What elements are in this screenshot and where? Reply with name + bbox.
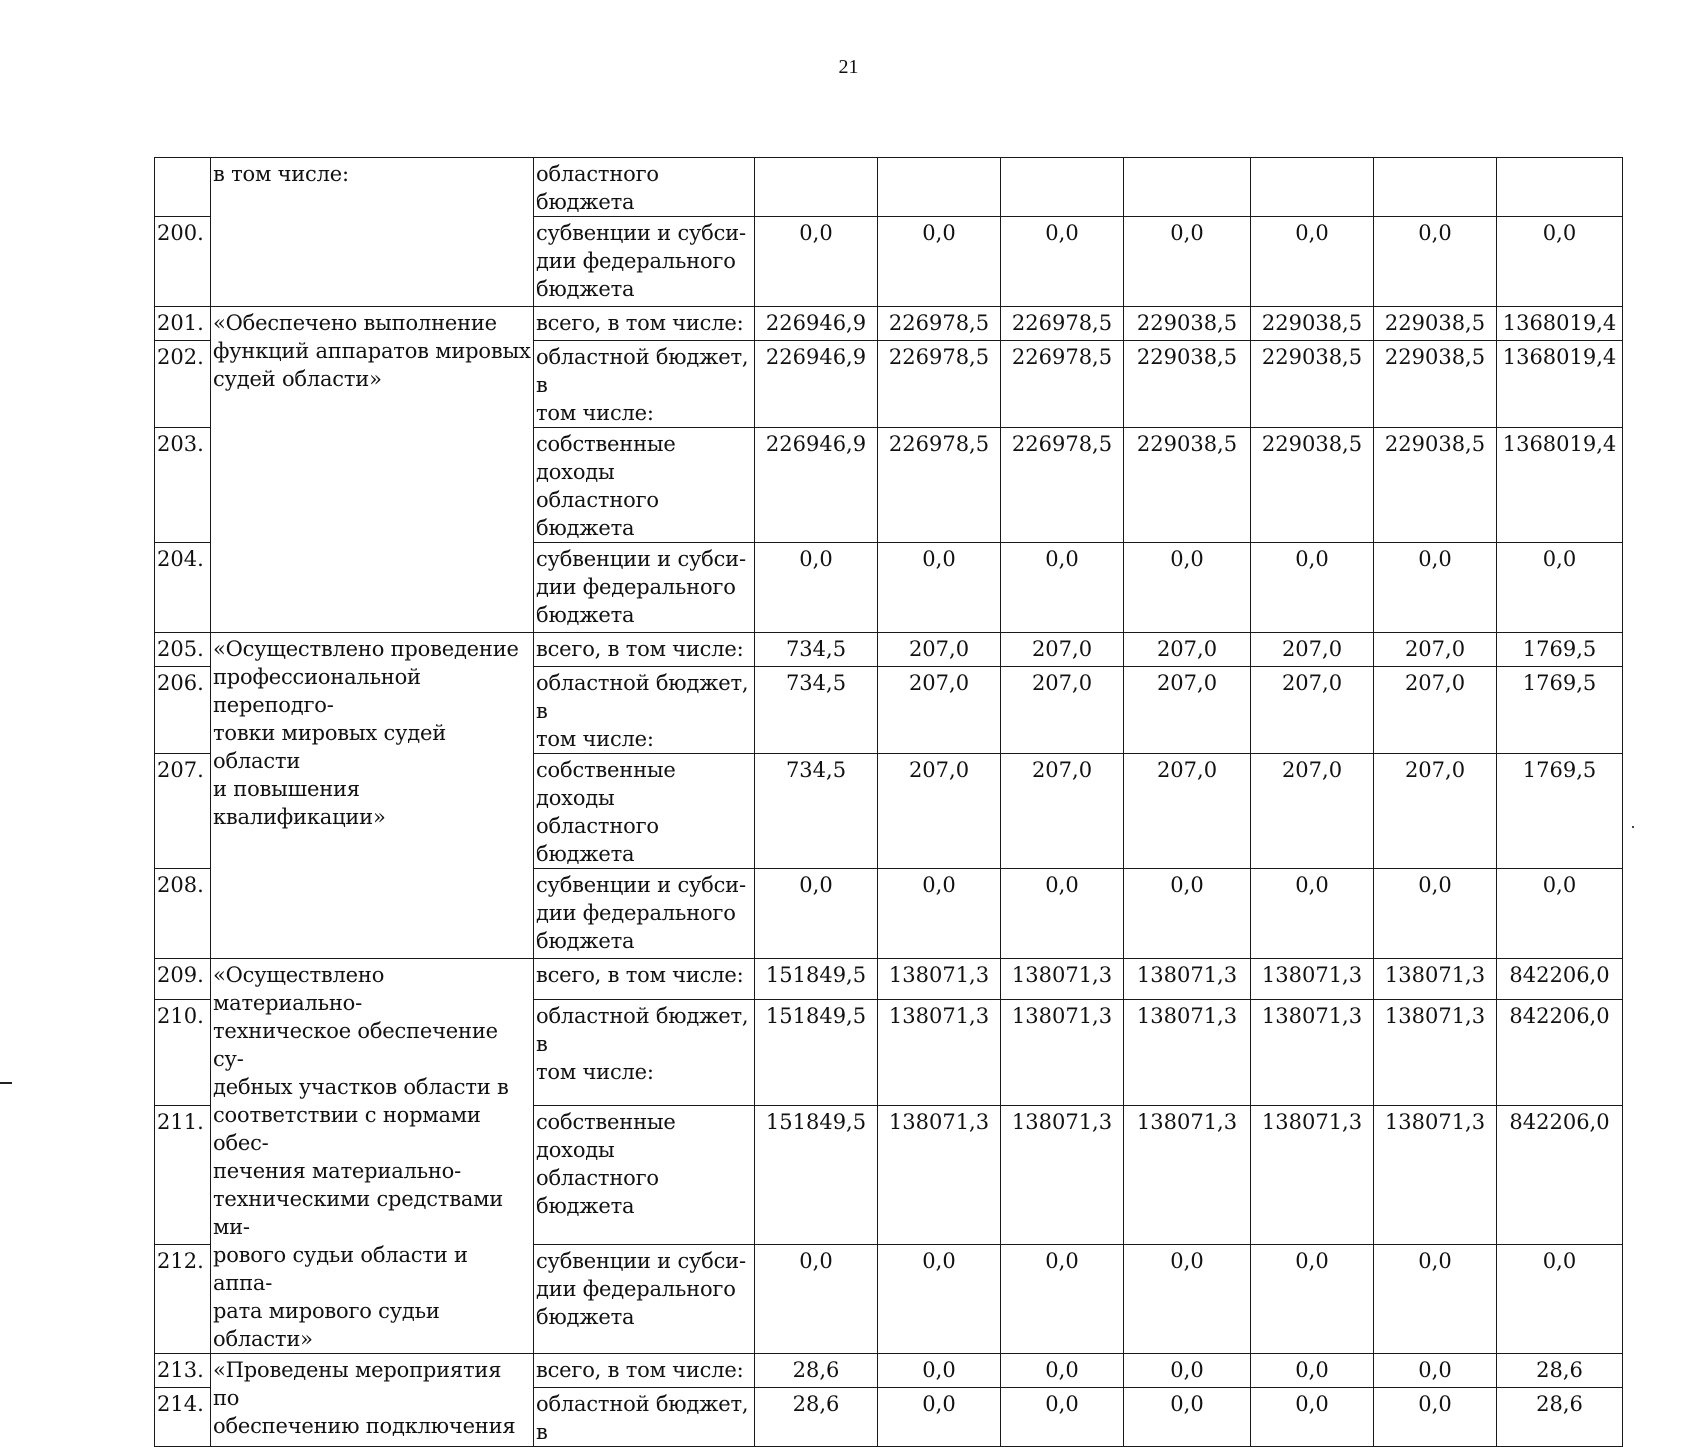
value-cell: 138071,3: [1124, 959, 1251, 1000]
budget-table: [154, 157, 1623, 1447]
funding-source-cell: областного бюджета: [534, 158, 755, 217]
row-number-cell: 208.: [155, 869, 211, 959]
page-number: 21: [838, 56, 859, 78]
value-cell: [755, 158, 878, 217]
description-cell: «Проведены мероприятия по обеспечению подключения: [211, 1354, 534, 1447]
table-row: [155, 1354, 1623, 1388]
value-cell: [1251, 158, 1374, 217]
value-cell: 138071,3: [878, 1000, 1001, 1105]
value-cell: 151849,5: [755, 1105, 878, 1244]
value-cell: 207,0: [1374, 754, 1497, 869]
value-cell: 0,0: [1251, 1388, 1374, 1447]
value-cell: [1374, 158, 1497, 217]
value-cell: 138071,3: [1001, 1105, 1124, 1244]
value-cell: 0,0: [1497, 869, 1623, 959]
value-cell: 138071,3: [1251, 1000, 1374, 1105]
row-number-cell: 212.: [155, 1244, 211, 1353]
value-cell: 734,5: [755, 754, 878, 869]
value-cell: 226978,5: [1001, 307, 1124, 341]
table-body: [155, 158, 1623, 1447]
value-cell: 28,6: [1497, 1354, 1623, 1388]
value-cell: 1368019,4: [1497, 428, 1623, 543]
row-number-cell: 203.: [155, 428, 211, 543]
value-cell: 207,0: [878, 667, 1001, 754]
value-cell: 226978,5: [878, 428, 1001, 543]
value-cell: 207,0: [1124, 667, 1251, 754]
value-cell: 0,0: [1001, 1354, 1124, 1388]
value-cell: 226946,9: [755, 428, 878, 543]
value-cell: 138071,3: [878, 959, 1001, 1000]
row-number-cell: 207.: [155, 754, 211, 869]
value-cell: 138071,3: [1251, 1105, 1374, 1244]
row-number-cell: 213.: [155, 1354, 211, 1388]
value-cell: 207,0: [1374, 633, 1497, 667]
value-cell: 0,0: [878, 1244, 1001, 1353]
funding-source-cell: всего, в том числе:: [534, 633, 755, 667]
value-cell: 0,0: [1251, 1244, 1374, 1353]
value-cell: 0,0: [755, 543, 878, 633]
value-cell: 0,0: [1124, 1244, 1251, 1353]
funding-source-cell: субвенции и субси- дии федерального бюджета: [534, 869, 755, 959]
value-cell: 0,0: [755, 217, 878, 307]
value-cell: 0,0: [1497, 1244, 1623, 1353]
value-cell: 0,0: [1374, 217, 1497, 307]
value-cell: 138071,3: [1251, 959, 1374, 1000]
value-cell: 0,0: [878, 1388, 1001, 1447]
value-cell: [1001, 158, 1124, 217]
value-cell: 0,0: [1001, 1388, 1124, 1447]
value-cell: 207,0: [1001, 633, 1124, 667]
value-cell: 0,0: [878, 217, 1001, 307]
value-cell: 0,0: [1001, 1244, 1124, 1353]
funding-source-cell: собственные доходы областного бюджета: [534, 754, 755, 869]
value-cell: 229038,5: [1251, 307, 1374, 341]
funding-source-cell: областной бюджет, в: [534, 1388, 755, 1447]
value-cell: 226978,5: [878, 307, 1001, 341]
row-number-cell: 209.: [155, 959, 211, 1000]
value-cell: [1497, 158, 1623, 217]
value-cell: 207,0: [878, 633, 1001, 667]
value-cell: 0,0: [1124, 1388, 1251, 1447]
description-cell: «Обеспечено выполнение функций аппаратов мировых судей области»: [211, 307, 534, 633]
value-cell: 28,6: [1497, 1388, 1623, 1447]
value-cell: 0,0: [1374, 869, 1497, 959]
value-cell: 842206,0: [1497, 1000, 1623, 1105]
funding-source-cell: субвенции и субси- дии федерального бюджета: [534, 543, 755, 633]
scan-dot-mark: [1632, 826, 1634, 828]
funding-source-cell: областной бюджет, в том числе:: [534, 341, 755, 428]
value-cell: 229038,5: [1124, 428, 1251, 543]
funding-source-cell: всего, в том числе:: [534, 307, 755, 341]
value-cell: 229038,5: [1251, 341, 1374, 428]
value-cell: 0,0: [1001, 217, 1124, 307]
funding-source-cell: областной бюджет, в том числе:: [534, 1000, 755, 1105]
value-cell: 0,0: [1124, 217, 1251, 307]
row-number-cell: 204.: [155, 543, 211, 633]
value-cell: 0,0: [1124, 869, 1251, 959]
funding-source-cell: собственные доходы областного бюджета: [534, 428, 755, 543]
value-cell: 1769,5: [1497, 633, 1623, 667]
funding-source-cell: собственные доходы областного бюджета: [534, 1105, 755, 1244]
value-cell: 138071,3: [1374, 959, 1497, 1000]
value-cell: 207,0: [1251, 667, 1374, 754]
value-cell: 229038,5: [1374, 307, 1497, 341]
funding-source-cell: субвенции и субси- дии федерального бюджета: [534, 1244, 755, 1353]
value-cell: 0,0: [755, 869, 878, 959]
value-cell: 0,0: [1001, 543, 1124, 633]
value-cell: 734,5: [755, 633, 878, 667]
value-cell: 226978,5: [1001, 428, 1124, 543]
row-number-cell: 201.: [155, 307, 211, 341]
value-cell: 138071,3: [1124, 1000, 1251, 1105]
value-cell: 0,0: [1374, 543, 1497, 633]
value-cell: 0,0: [1124, 543, 1251, 633]
description-cell: «Осуществлено материально- техническое обеспечение су- дебных участков области в соответствии с нормами обес- печения материально- техническими средствами ми- рового судьи области и аппа- рата мирового судьи области»: [211, 959, 534, 1354]
value-cell: 0,0: [1251, 217, 1374, 307]
value-cell: 229038,5: [1124, 341, 1251, 428]
value-cell: 0,0: [1251, 543, 1374, 633]
value-cell: 0,0: [1374, 1244, 1497, 1353]
row-number-cell: 200.: [155, 217, 211, 307]
value-cell: 28,6: [755, 1388, 878, 1447]
funding-source-cell: субвенции и субси- дии федерального бюджета: [534, 217, 755, 307]
value-cell: 0,0: [755, 1244, 878, 1353]
funding-source-cell: всего, в том числе:: [534, 959, 755, 1000]
value-cell: 207,0: [1001, 667, 1124, 754]
value-cell: 207,0: [1251, 633, 1374, 667]
value-cell: 207,0: [1251, 754, 1374, 869]
value-cell: 207,0: [1374, 667, 1497, 754]
value-cell: [1124, 158, 1251, 217]
row-number-cell: 205.: [155, 633, 211, 667]
value-cell: 207,0: [1124, 754, 1251, 869]
value-cell: 842206,0: [1497, 1105, 1623, 1244]
value-cell: 1368019,4: [1497, 341, 1623, 428]
value-cell: 28,6: [755, 1354, 878, 1388]
description-cell: в том числе:: [211, 158, 534, 307]
value-cell: 0,0: [1374, 1388, 1497, 1447]
value-cell: 1368019,4: [1497, 307, 1623, 341]
value-cell: 229038,5: [1374, 428, 1497, 543]
value-cell: 229038,5: [1124, 307, 1251, 341]
funding-source-cell: областной бюджет, в том числе:: [534, 667, 755, 754]
table-row: [155, 307, 1623, 341]
value-cell: 226978,5: [878, 341, 1001, 428]
value-cell: 0,0: [1374, 1354, 1497, 1388]
value-cell: 0,0: [878, 869, 1001, 959]
value-cell: 0,0: [878, 1354, 1001, 1388]
value-cell: 226946,9: [755, 341, 878, 428]
value-cell: 842206,0: [1497, 959, 1623, 1000]
value-cell: 138071,3: [878, 1105, 1001, 1244]
table-row: [155, 959, 1623, 1000]
value-cell: 226946,9: [755, 307, 878, 341]
table-row: [155, 633, 1623, 667]
scan-edge-mark: [0, 1082, 12, 1084]
value-cell: 138071,3: [1001, 1000, 1124, 1105]
value-cell: 229038,5: [1374, 341, 1497, 428]
funding-source-cell: всего, в том числе:: [534, 1354, 755, 1388]
row-number-cell: 211.: [155, 1105, 211, 1244]
value-cell: 138071,3: [1374, 1105, 1497, 1244]
value-cell: 138071,3: [1374, 1000, 1497, 1105]
value-cell: 734,5: [755, 667, 878, 754]
value-cell: 138071,3: [1124, 1105, 1251, 1244]
value-cell: 229038,5: [1251, 428, 1374, 543]
value-cell: 1769,5: [1497, 667, 1623, 754]
value-cell: 0,0: [878, 543, 1001, 633]
value-cell: 151849,5: [755, 1000, 878, 1105]
value-cell: 151849,5: [755, 959, 878, 1000]
row-number-cell: 206.: [155, 667, 211, 754]
value-cell: 0,0: [1497, 217, 1623, 307]
row-number-cell: 214.: [155, 1388, 211, 1447]
value-cell: [878, 158, 1001, 217]
row-number-cell: 210.: [155, 1000, 211, 1105]
value-cell: 138071,3: [1001, 959, 1124, 1000]
value-cell: 0,0: [1251, 869, 1374, 959]
value-cell: 0,0: [1001, 869, 1124, 959]
value-cell: 0,0: [1497, 543, 1623, 633]
value-cell: 207,0: [878, 754, 1001, 869]
value-cell: 226978,5: [1001, 341, 1124, 428]
description-cell: «Осуществлено проведение профессиональной переподго- товки мировых судей области и повышения квалификации»: [211, 633, 534, 959]
value-cell: 0,0: [1251, 1354, 1374, 1388]
value-cell: 0,0: [1124, 1354, 1251, 1388]
row-number-cell: [155, 158, 211, 217]
value-cell: 207,0: [1124, 633, 1251, 667]
value-cell: 207,0: [1001, 754, 1124, 869]
table-row: [155, 158, 1623, 217]
row-number-cell: 202.: [155, 341, 211, 428]
value-cell: 1769,5: [1497, 754, 1623, 869]
